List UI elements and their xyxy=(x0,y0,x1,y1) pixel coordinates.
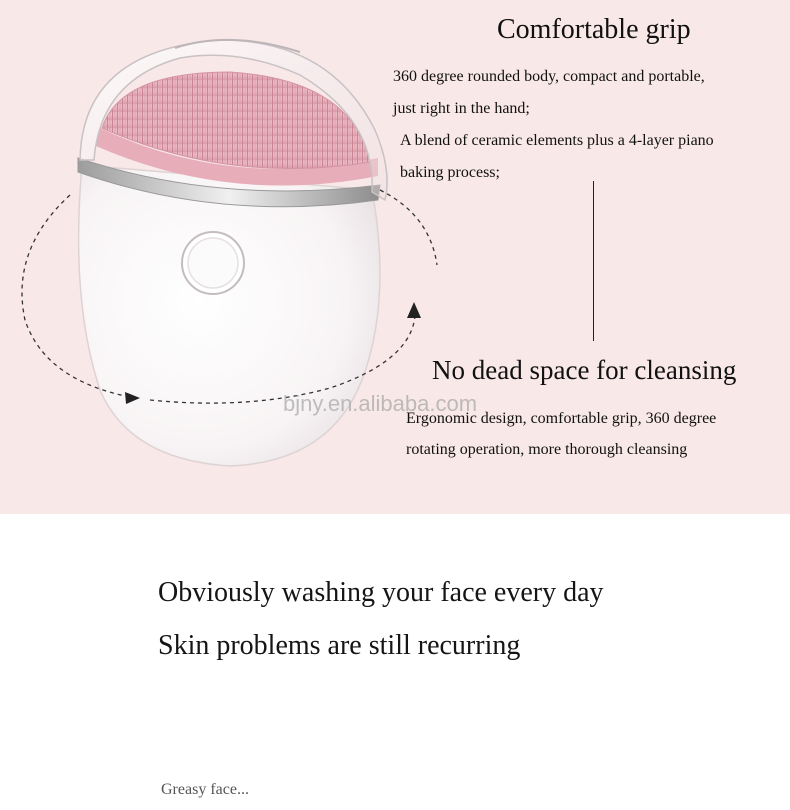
cleansing-brush-device-image xyxy=(0,0,440,514)
cleansing-text-line-2: rotating operation, more thorough cleansing xyxy=(406,441,688,458)
watermark: bjny.en.alibaba.com xyxy=(283,391,478,416)
device-body xyxy=(79,165,380,466)
grip-text-line-3: A blend of ceramic elements plus a 4-layer piano xyxy=(400,132,714,149)
problem-heading-line-2: Skin problems are still recurring xyxy=(158,630,521,661)
grip-text-line-1: 360 degree rounded body, compact and portable, xyxy=(393,68,705,85)
cleansing-text-line-1: Ergonomic design, comfortable grip, 360 degree xyxy=(406,410,717,427)
comfortable-grip-title: Comfortable grip xyxy=(497,14,691,45)
divider-line xyxy=(593,181,594,341)
problem-heading-line-1: Obviously washing your face every day xyxy=(158,577,604,608)
no-dead-space-title: No dead space for cleansing xyxy=(432,355,737,385)
grip-text-line-4: baking process; xyxy=(400,164,500,181)
greasy-face-caption: Greasy face... xyxy=(161,781,249,798)
grip-text-line-2: just right in the hand; xyxy=(393,100,530,117)
